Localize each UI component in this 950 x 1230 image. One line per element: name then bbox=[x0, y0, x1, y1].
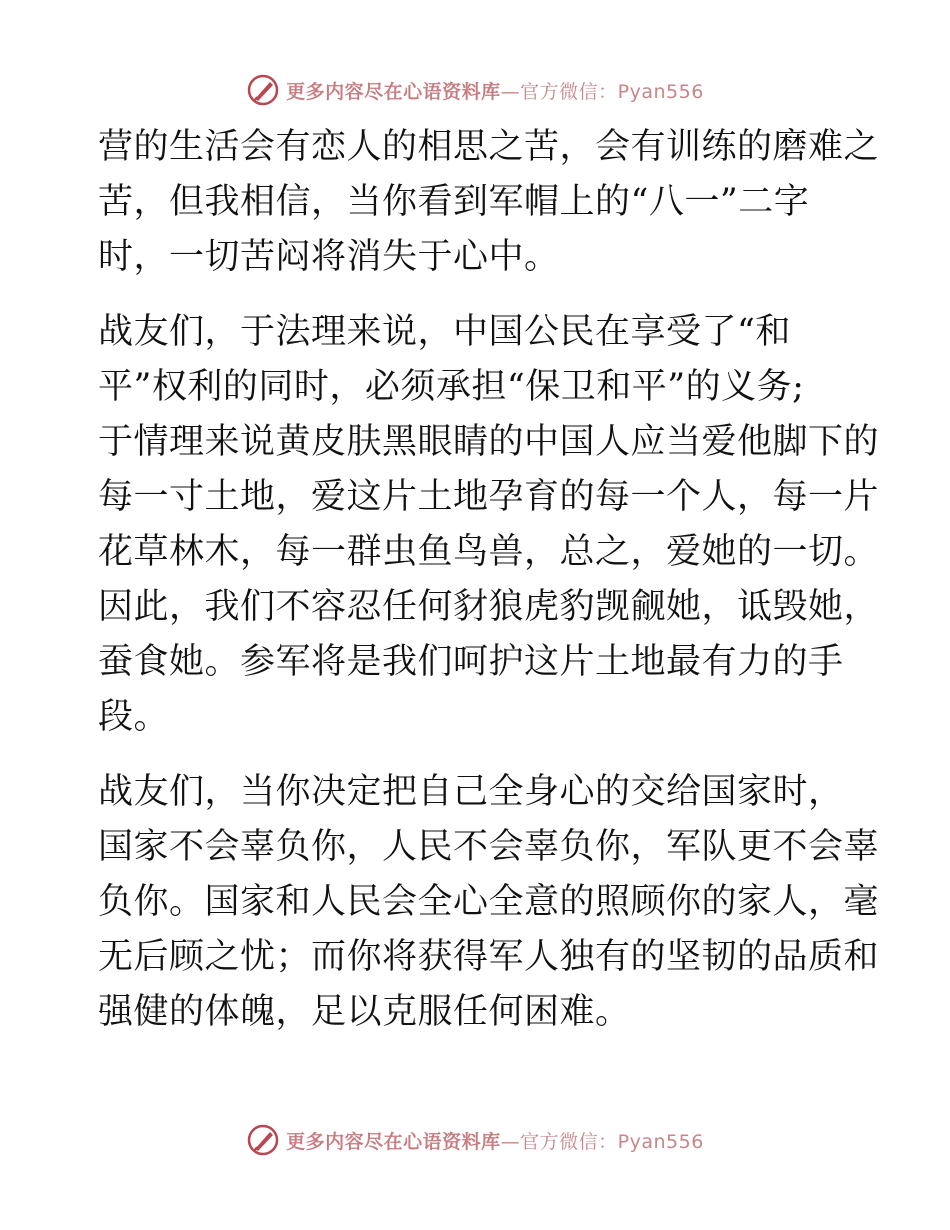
text-line: 强健的体魄，足以克服任何困难。 bbox=[98, 992, 631, 1032]
footer-banner-main: 更多内容尽在心语资料库 bbox=[286, 1130, 501, 1153]
header-banner-inner bbox=[246, 73, 704, 107]
text-line: 战友们，当你决定把自己全身心的交给国家时， bbox=[98, 772, 844, 812]
footer-banner-text bbox=[286, 1127, 704, 1154]
quill-pen-circle-icon bbox=[246, 1123, 280, 1157]
header-banner bbox=[0, 70, 950, 110]
paragraph-2 bbox=[98, 305, 880, 745]
header-banner-sub: 官方微信：Pyan556 bbox=[520, 80, 704, 103]
header-banner-text bbox=[286, 77, 704, 104]
paragraph-1 bbox=[98, 120, 880, 285]
footer-banner-sep: — bbox=[500, 1130, 521, 1153]
document-body bbox=[98, 120, 880, 1060]
text-line: 蚕食她。参军将是我们呵护这片土地最有力的手 bbox=[98, 642, 844, 682]
footer-banner bbox=[0, 1120, 950, 1160]
header-banner-main: 更多内容尽在心语资料库 bbox=[286, 80, 501, 103]
header-banner-sep: — bbox=[500, 80, 521, 103]
quill-pen-circle-icon bbox=[246, 73, 280, 107]
footer-banner-inner bbox=[246, 1123, 704, 1157]
footer-banner-sub: 官方微信：Pyan556 bbox=[520, 1130, 704, 1153]
text-line: 每一寸土地，爱这片土地孕育的每一个人，每一片 bbox=[98, 477, 880, 517]
text-line: 因此，我们不容忍任何豺狼虎豹觊觎她，诋毁她， bbox=[98, 587, 880, 627]
text-line: 时，一切苦闷将消失于心中。 bbox=[98, 237, 560, 277]
text-line: 战友们，于法理来说，中国公民在享受了“和 bbox=[98, 312, 791, 352]
text-line: 苦，但我相信，当你看到军帽上的“八一”二字 bbox=[98, 182, 810, 222]
text-line: 平”权利的同时，必须承担“保卫和平”的义务; bbox=[98, 367, 805, 407]
text-line: 花草林木，每一群虫鱼鸟兽，总之，爱她的一切。 bbox=[98, 532, 880, 572]
text-line: 于情理来说黄皮肤黑眼睛的中国人应当爱他脚下的 bbox=[98, 422, 880, 462]
text-line: 营的生活会有恋人的相思之苦，会有训练的磨难之 bbox=[98, 127, 880, 167]
paragraph-3 bbox=[98, 765, 880, 1040]
text-line: 负你。国家和人民会全心全意的照顾你的家人，毫 bbox=[98, 882, 880, 922]
text-line: 国家不会辜负你，人民不会辜负你，军队更不会辜 bbox=[98, 827, 880, 867]
text-line: 段。 bbox=[98, 697, 170, 737]
text-line: 无后顾之忧；而你将获得军人独有的坚韧的品质和 bbox=[98, 937, 880, 977]
